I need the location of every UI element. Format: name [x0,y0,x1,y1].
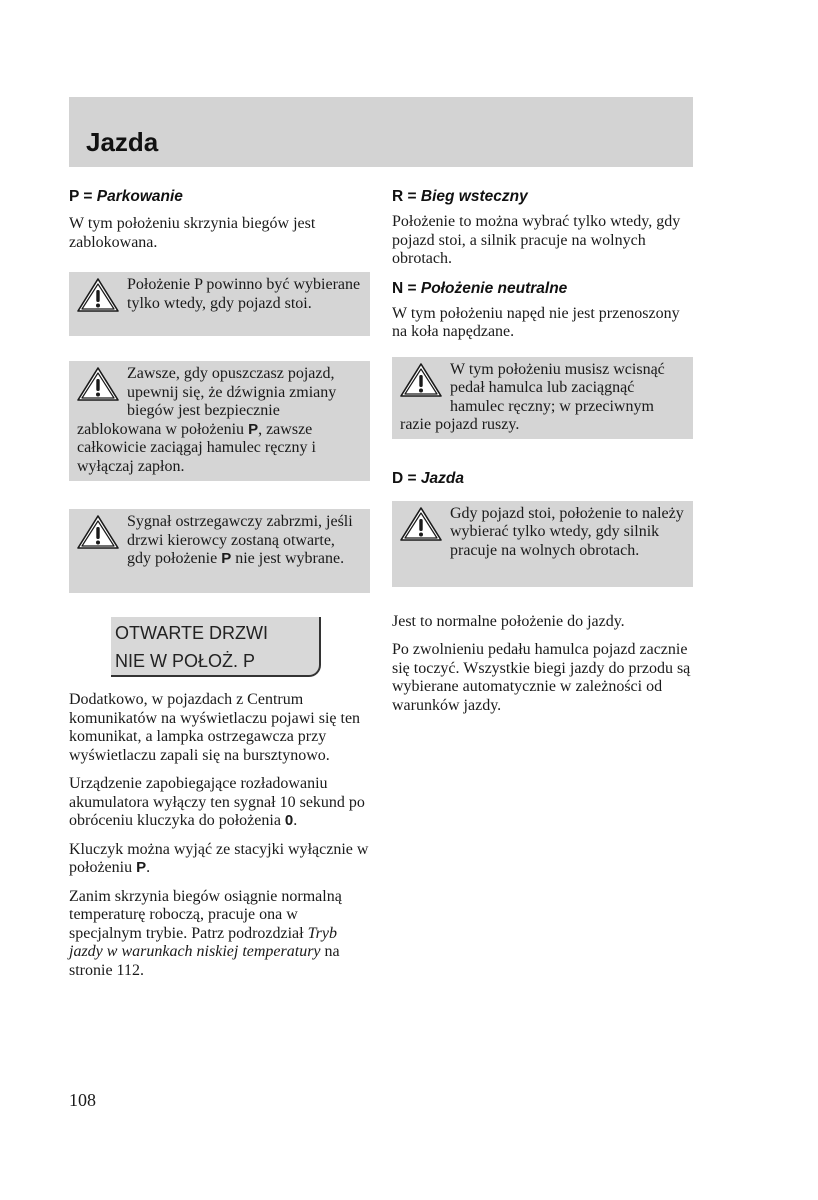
paragraph-text-after: . [146,859,151,876]
warning-triangle-icon [398,505,444,543]
chapter-header [69,97,693,167]
cross-reference: Tryb jazdy w warunkach niskiej temperatury [69,924,337,960]
display-line-1: OTWARTE DRZWI [115,623,268,643]
warning-text-bold: P [248,420,259,438]
warning-triangle-icon [75,365,121,403]
left-column [69,187,370,980]
drive-heading-key: D = [392,469,417,487]
paragraph-text: Urządzenie zapobiegające rozładowaniu akumulatora wyłączy ten sygnał 10 sekund po obróceniu kluczyka do położenia [69,775,365,829]
paragraph-text-after: na stronie 112. [69,943,340,979]
warning-box-drive [392,501,693,587]
paragraph-text: Kluczyk można wyjąć ze stacyjki wyłącznie w położeniu [69,840,369,876]
warning-text-after: , zawsze całkowicie zaciągaj hamulec ręczny i wyłączaj zapłon. [77,420,316,475]
neutral-text: W tym położeniu napęd nie jest przenoszony na koła napędzane. [392,304,680,340]
warning-box-lock [69,361,370,481]
paragraph [69,888,370,981]
warning-text: Gdy pojazd stoi, położenie to należy wybierać tylko wtedy, gdy silnik pracuje na wolnych obrotach. [450,504,684,559]
warning-text-after: nie jest wybrane. [231,550,345,567]
warning-text-before: Zawsze, gdy opuszczasz pojazd, upewnij się, że dźwignia zmiany biegów jest bezpiecznie zablokowana w położeniu [77,365,337,438]
neutral-heading-name: Położenie neutralne [420,279,568,297]
reverse-heading-key: R = [392,188,417,205]
paragraph-text: Zanim skrzynia biegów osiągnie normalną temperaturę roboczą, pracuje ona w specjalnym trybie. Patrz podrozdział [69,887,342,942]
right-column [392,187,693,715]
paragraph [69,841,370,878]
neutral-heading [392,279,693,299]
warning-triangle-icon [75,513,121,551]
warning-box-park [69,272,370,336]
park-text: W tym położeniu skrzynia biegów jest zablokowana. [69,215,316,251]
paragraph-text-after: . [293,812,298,829]
page-number: 108 [69,1090,96,1110]
neutral-heading-key: N = [392,279,417,297]
drive-heading [392,469,693,489]
warning-text: Położenie P powinno być wybierane tylko wtedy, gdy pojazd stoi. [127,276,361,312]
warning-text: W tym położeniu musisz wcisnąć pedał hamulca lub zaciągnąć hamulec ręczny; w przeciwnym razie pojazd ruszy. [400,360,665,433]
park-heading [69,187,370,207]
paragraph-bold: P [136,859,147,876]
warning-text-before: Sygnał ostrzegawczy zabrzmi, jeśli drzwi kierowcy zostaną otwarte, gdy położenie [127,513,353,567]
drive-heading-name: Jazda [420,469,464,487]
warning-triangle-icon [398,361,444,399]
paragraph: Po zwolnieniu pedału hamulca pojazd zacznie się toczyć. Wszystkie biegi jazdy do przodu są wybierane automatycznie w zależności od warunków jazdy. [392,641,691,714]
warning-box-neutral [392,357,693,439]
reverse-text: Położenie to można wybrać tylko wtedy, gdy pojazd stoi, a silnik pracuje na wolnych obrotach. [392,213,681,267]
display-line-2: NIE W POŁOŻ. P [115,651,256,671]
warning-text-bold: P [221,550,232,567]
park-heading-key: P = [69,188,93,205]
warning-triangle-icon [75,276,121,314]
reverse-heading [392,187,693,207]
message-display [111,617,321,677]
paragraph [69,775,370,831]
park-heading-name: Parkowanie [96,188,183,205]
reverse-heading-name: Bieg wsteczny [420,188,528,205]
paragraph-bold: 0 [284,812,294,829]
paragraph: Dodatkowo, w pojazdach z Centrum komunikatów na wyświetlaczu pojawi się ten komunikat, a lampka ostrzegawcza przy wyświetlaczu zapali się na bursztynowo. [69,691,361,764]
chapter-title: Jazda [86,127,159,157]
warning-box-door [69,509,370,593]
paragraph: Jest to normalne położenie do jazdy. [392,612,625,630]
